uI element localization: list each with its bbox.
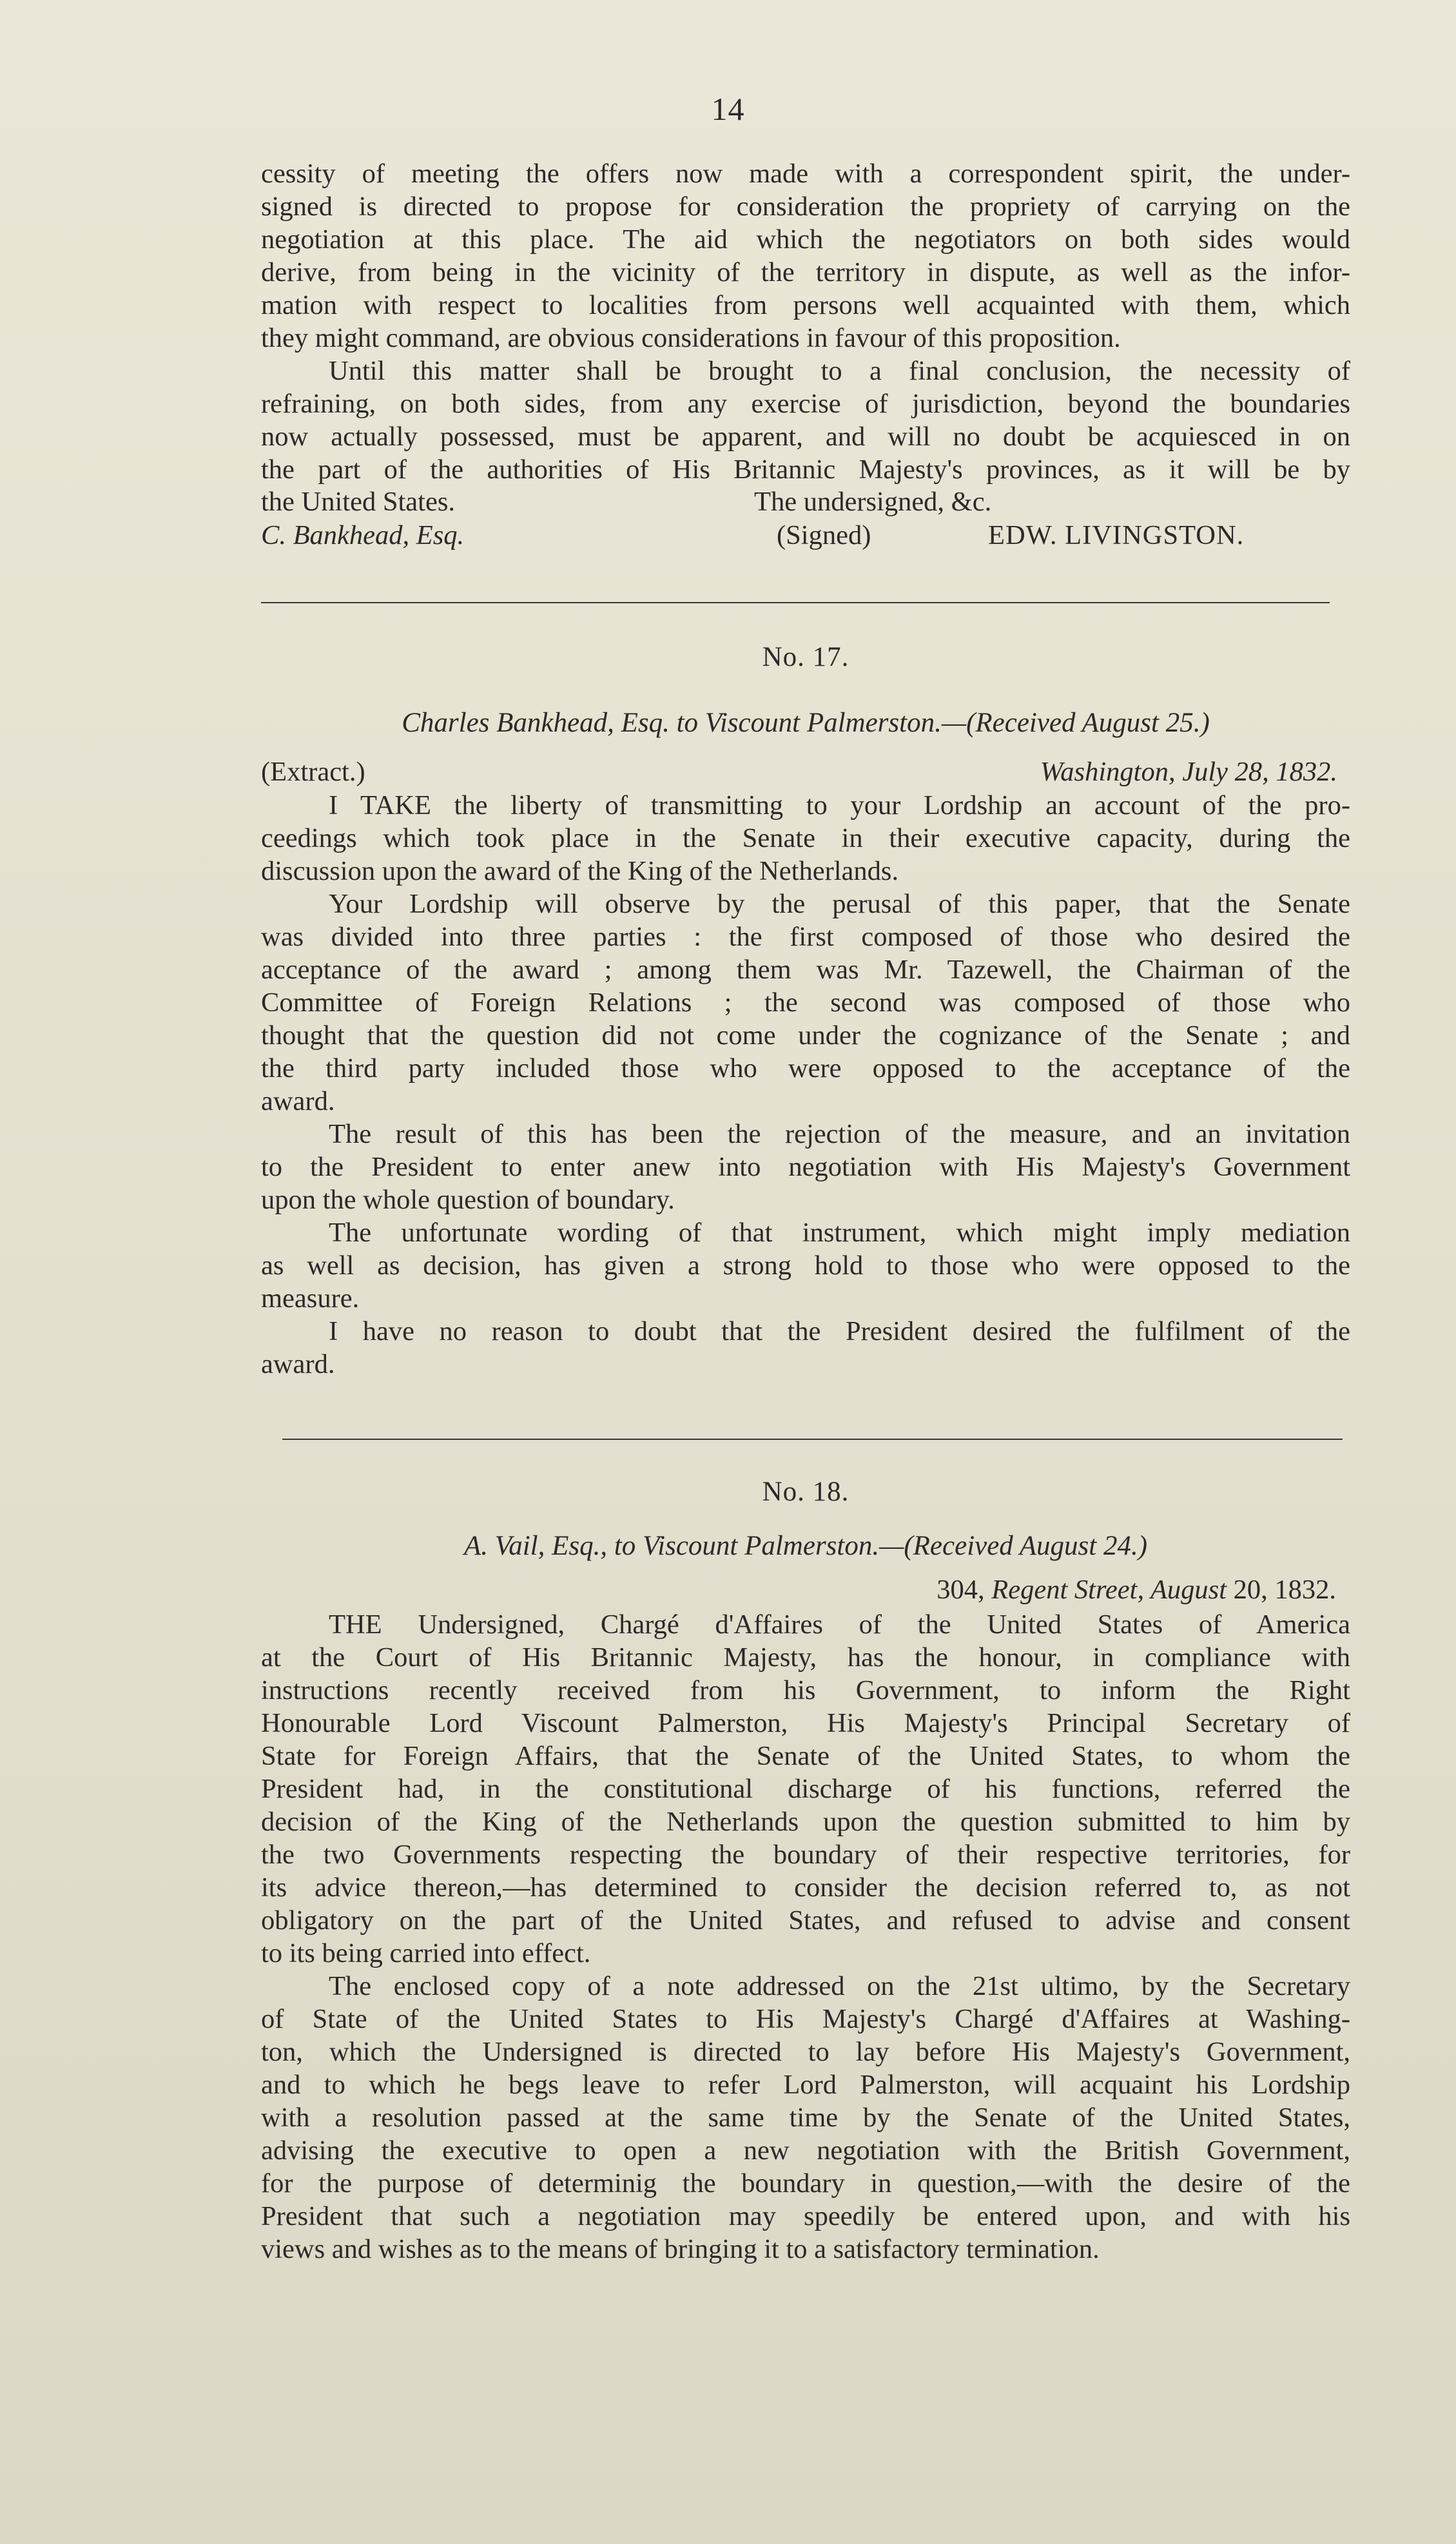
text-line: President that such a negotiation may speedily be entered upon, and with his (261, 2201, 1350, 2231)
text-line: advising the executive to open a new negotiation with the British Government, (261, 2135, 1350, 2166)
text-line: was divided into three parties : the first composed of those who desired the (261, 922, 1350, 952)
text-line: decision of the King of the Netherlands upon the question submitted to him by (261, 1807, 1350, 1837)
text-line: THE Undersigned, Chargé d'Affaires of the United States of America (329, 1609, 1350, 1640)
text-line: refraining, on both sides, from any exercise of jurisdiction, beyond the boundaries (261, 389, 1350, 419)
section-heading-no17: No. 17. (762, 642, 849, 672)
text-line: derive, from being in the vicinity of the territory in dispute, as well as the infor- (261, 257, 1350, 287)
text-line: thought that the question did not come under the cognizance of the Senate ; and (261, 1020, 1350, 1051)
text-line: as well as decision, has given a strong hold to those who were opposed to the (261, 1250, 1350, 1281)
text-line: The enclosed copy of a note addressed on the 21st ultimo, by the Secretary (329, 1971, 1350, 2001)
text-line: to the President to enter anew into negotiation with His Majesty's Government (261, 1152, 1350, 1182)
text-line: Honourable Lord Viscount Palmerston, His Majesty's Principal Secretary of (261, 1708, 1350, 1738)
text-line: for the purpose of determinig the boundary in question,—with the desire of the (261, 2168, 1350, 2199)
text-line: I have no reason to doubt that the President desired the fulfilment of the (329, 1316, 1350, 1346)
text-line: the two Governments respecting the boundary of their respective territories, for (261, 1840, 1350, 1870)
address-date-line (261, 1574, 1336, 1606)
text-line: of State of the United States to His Majesty's Chargé d'Affaires at Washing- (261, 2004, 1350, 2034)
closing-right: The undersigned, &c. (754, 487, 992, 517)
section-subheading-no17: Charles Bankhead, Esq. to Viscount Palmerston.—(Received August 25.) (402, 708, 1210, 738)
section-divider (282, 1439, 1343, 1440)
text-line: upon the whole question of boundary. (261, 1185, 675, 1215)
text-line: they might command, are obvious considerations in favour of this proposition. (261, 323, 1121, 353)
date-place: Washington, July 28, 1832. (1040, 757, 1337, 787)
top-paragraph-1 (261, 157, 1350, 354)
addressee: C. Bankhead, Esq. (261, 520, 465, 550)
text-line: ton, which the Undersigned is directed to lay before His Majesty's Government, (261, 2037, 1350, 2067)
text-line: award. (261, 1086, 335, 1116)
address-number: 304, (937, 1575, 985, 1605)
page-number: 14 (711, 91, 745, 127)
section-heading-no18: No. 18. (762, 1477, 849, 1507)
text-line: and to which he begs leave to refer Lord Palmerston, will acquaint his Lordship (261, 2070, 1350, 2100)
text-line: ceedings which took place in the Senate in their executive capacity, during the (261, 823, 1350, 853)
closing-line (261, 486, 1350, 519)
text-line: the third party included those who were opposed to the acceptance of the (261, 1053, 1350, 1083)
text-line: views and wishes as to the means of bringing it to a satisfactory termination. (261, 2234, 1100, 2264)
no18-body (261, 1608, 1350, 2266)
signed-label: (Signed) (777, 520, 871, 550)
text-line: the part of the authorities of His Britannic Majesty's provinces, as it will be by (261, 454, 1350, 485)
section-subheading-no18: A. Vail, Esq., to Viscount Palmerston.—(Received August 24.) (463, 1531, 1148, 1561)
text-line: President had, in the constitutional discharge of his functions, referred the (261, 1774, 1350, 1804)
text-line: discussion upon the award of the King of the Netherlands. (261, 856, 899, 886)
extract-label: (Extract.) (261, 757, 365, 787)
text-line: acceptance of the award ; among them was Mr. Tazewell, the Chairman of the (261, 955, 1350, 985)
text-line: at the Court of His Britannic Majesty, has the honour, in compliance with (261, 1642, 1350, 1673)
text-line: I TAKE the liberty of transmitting to your Lordship an account of the pro- (329, 790, 1350, 820)
signature-line (261, 519, 1350, 552)
no17-body (261, 789, 1350, 1381)
text-line: instructions recently received from his Government, to inform the Right (261, 1675, 1350, 1705)
signature: EDW. LIVINGSTON. (988, 520, 1245, 550)
text-line: signed is directed to propose for consideration the propriety of carrying on the (261, 191, 1350, 222)
address-street: Regent Street, August (991, 1575, 1227, 1605)
top-paragraph-2 (261, 354, 1350, 486)
extract-date-line (261, 756, 1350, 789)
text-line: obligatory on the part of the United States, and refused to advise and consent (261, 1905, 1350, 1936)
text-line: measure. (261, 1283, 360, 1314)
section-divider (261, 602, 1330, 603)
text-line: The result of this has been the rejection of the measure, and an invitation (329, 1119, 1350, 1149)
text-line: Until this matter shall be brought to a final conclusion, the necessity of (329, 356, 1350, 386)
text-line: now actually possessed, must be apparent, and will no doubt be acquiesced in on (261, 422, 1350, 452)
text-line: mation with respect to localities from persons well acquainted with them, which (261, 290, 1350, 320)
text-line: award. (261, 1349, 335, 1379)
text-line: Your Lordship will observe by the perusal of this paper, that the Senate (329, 889, 1350, 919)
text-line: Committee of Foreign Relations ; the second was composed of those who (261, 987, 1350, 1018)
text-line: The unfortunate wording of that instrument, which might imply mediation (329, 1218, 1350, 1248)
text-line: State for Foreign Affairs, that the Senate of the United States, to whom the (261, 1741, 1350, 1771)
text-line: with a resolution passed at the same time by the Senate of the United States, (261, 2102, 1350, 2133)
text-line: cessity of meeting the offers now made with a correspondent spirit, the under- (261, 159, 1350, 189)
text-line: its advice thereon,—has determined to consider the decision referred to, as not (261, 1872, 1350, 1903)
text-line: negotiation at this place. The aid which the negotiators on both sides would (261, 224, 1350, 255)
closing-left: the United States. (261, 487, 455, 517)
address-date: 20, 1832. (1233, 1575, 1336, 1605)
text-line: to its being carried into effect. (261, 1938, 591, 1968)
